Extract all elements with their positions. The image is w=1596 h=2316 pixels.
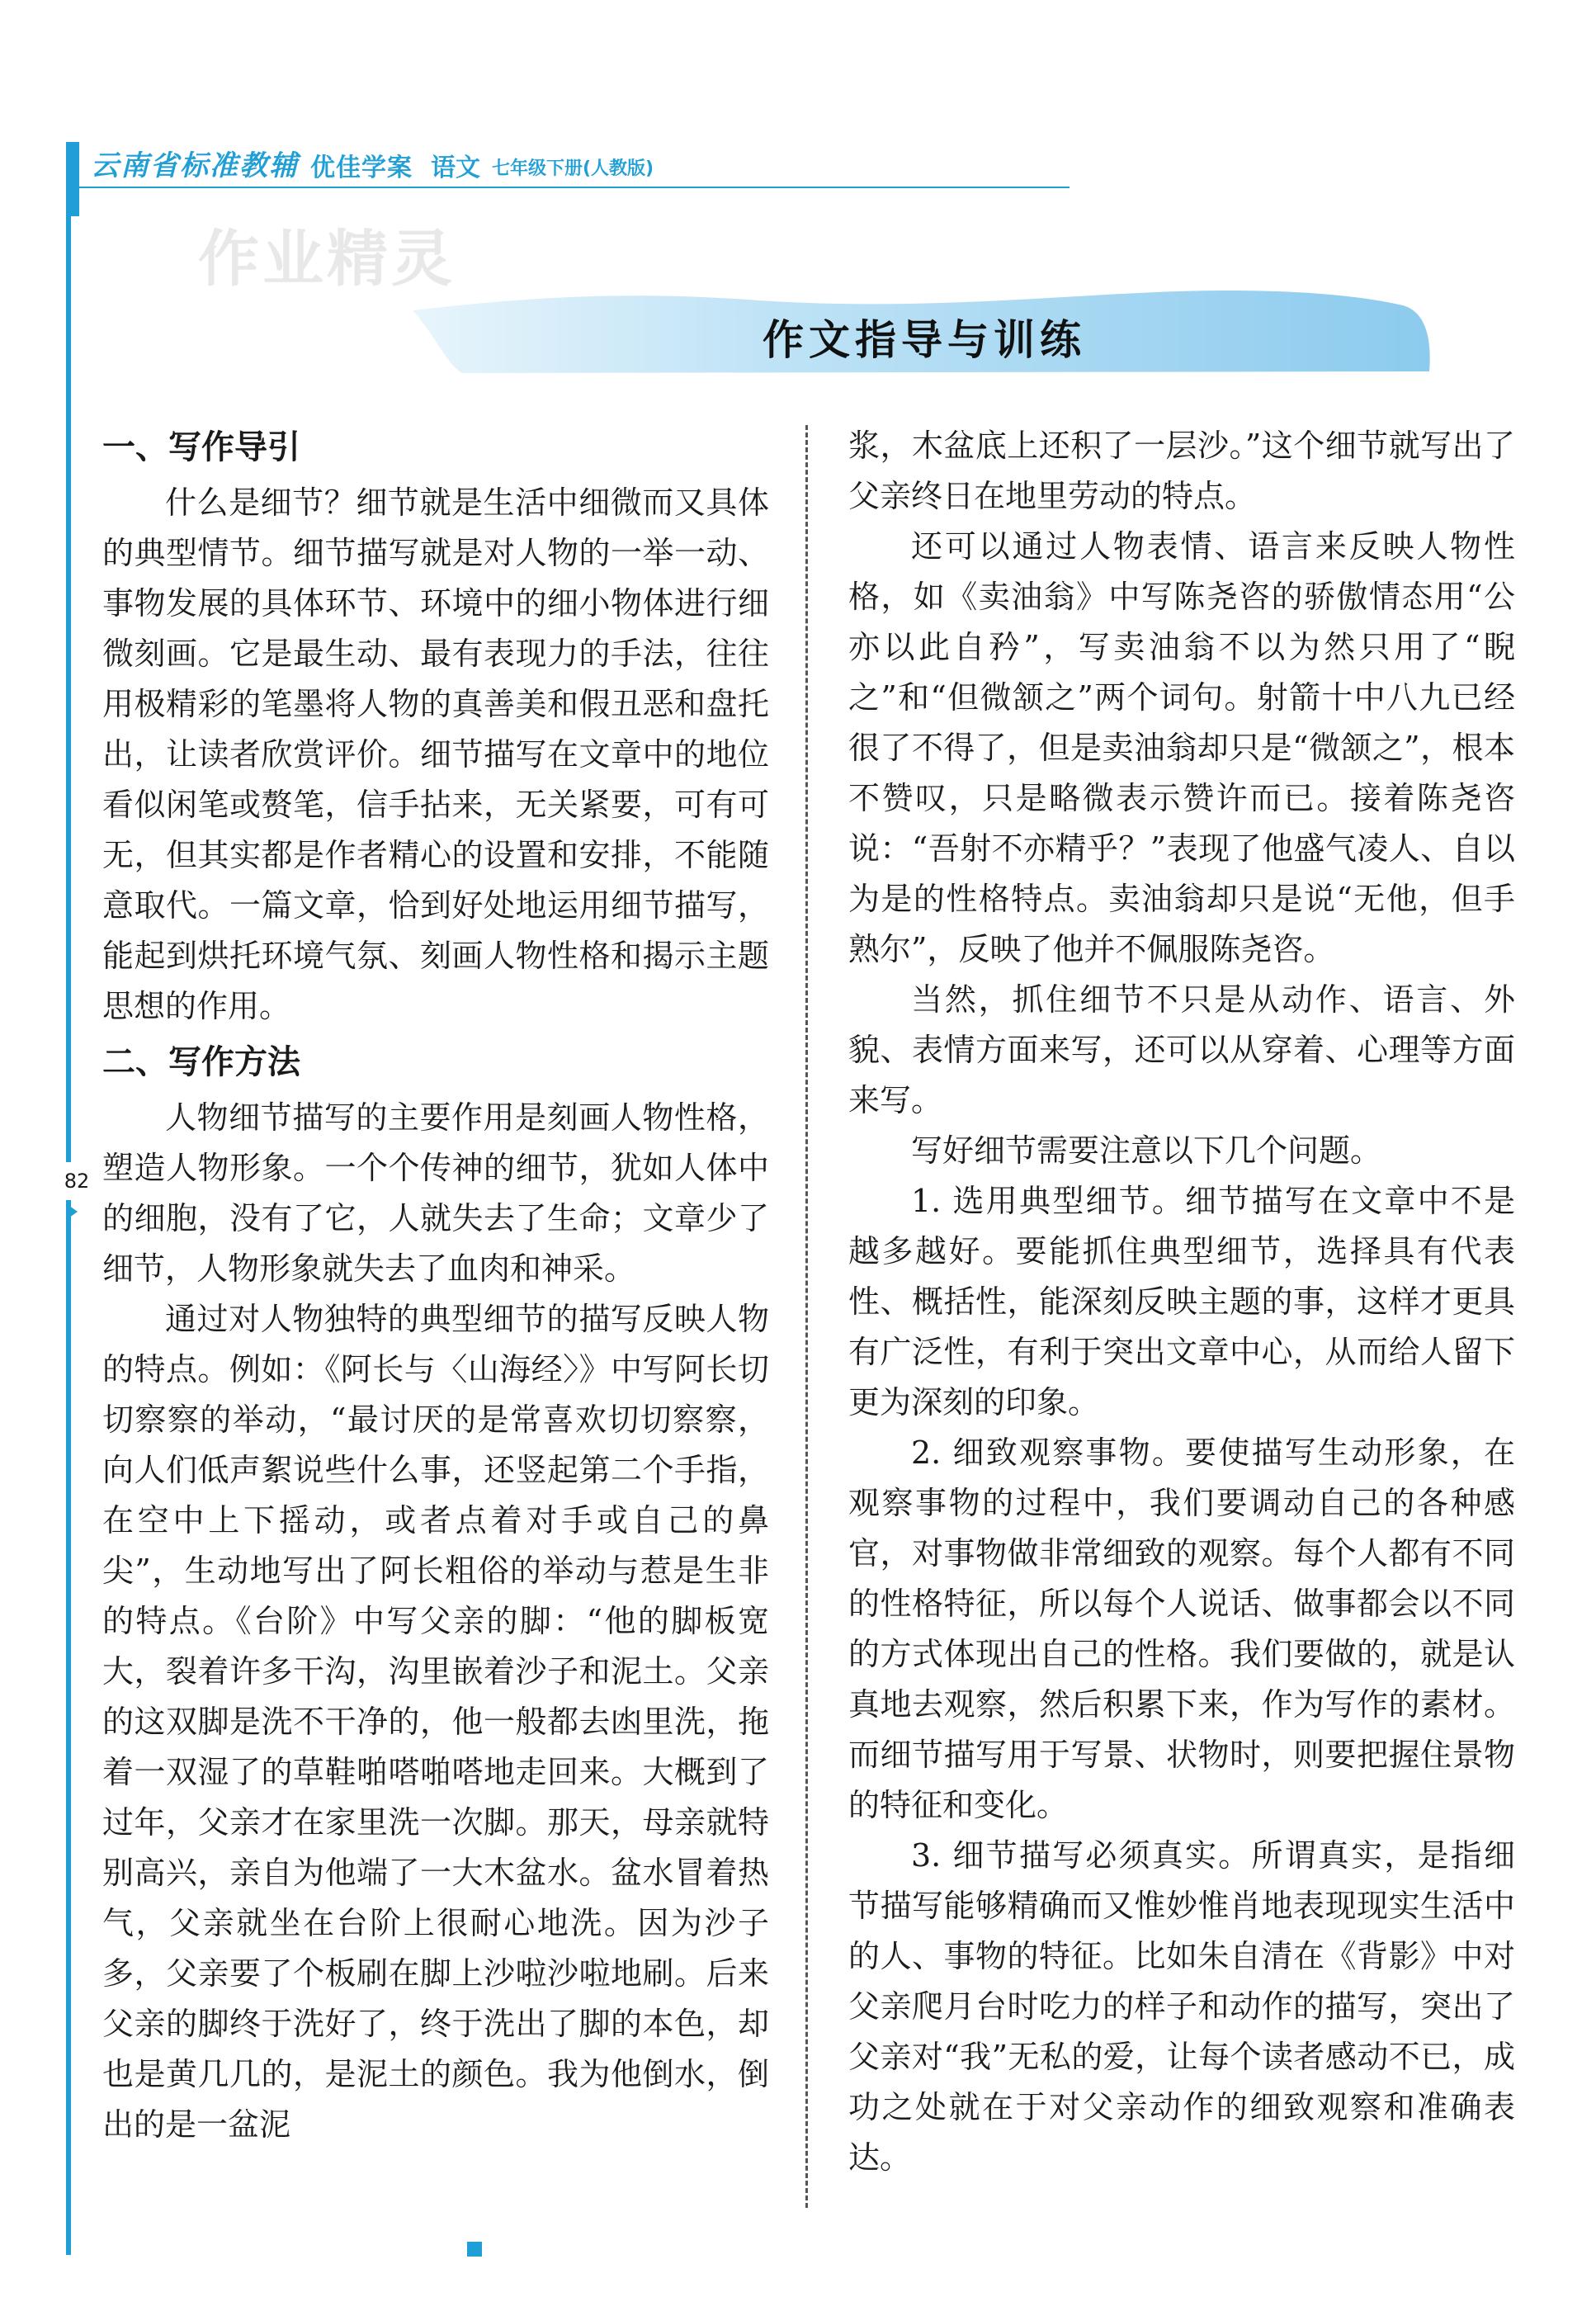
paragraph: 当然，抓住细节不只是从动作、语言、外貌、表情方面来写，还可以从穿着、心理等方面来写。: [848, 981, 1515, 1118]
paragraph-continued: 浆，木盆底上还积了一层沙。”这个细节就写出了父亲终日在地里劳动的特点。: [848, 428, 1515, 514]
watermark-logo: 作业精灵: [198, 224, 456, 295]
left-column: [102, 417, 769, 2150]
paragraph: 人物细节描写的主要作用是刻画人物性格，塑造人物形象。一个个传神的细节，犹如人体中的细胞，没有了它，人就失去了生命；文章少了细节，人物形象就失去了血肉和神采。: [102, 1099, 769, 1287]
list-item: 3. 细节描写必须真实。所谓真实，是指细节描写能够精确而又惟妙惟肖地表现现实生活中的人、事物的特征。比如朱自清在《背影》中对父亲爬月台时吃力的样子和动作的描写，突出了父亲对“我”无私的爱，让每个读者感动不已，成功之处就在于对父亲动作的细致观察和准确表达。: [848, 1837, 1515, 2176]
section-heading-method: 二、写作方法: [102, 1043, 300, 1081]
right-column: [848, 421, 1515, 2183]
section-heading-guide: 一、写作导引: [102, 428, 300, 466]
running-header: [91, 142, 654, 183]
column-divider: [805, 425, 808, 2208]
banner-title: 作文指导与训练: [763, 316, 1086, 364]
page-number: 82: [59, 1162, 94, 1200]
paragraph: 还可以通过人物表情、语言来反映人物性格，如《卖油翁》中写陈尧咨的骄傲情态用“公亦以此自矜”，写卖油翁不以为然只用了“睨之”和“但微颔之”两个词句。射箭十中八九已经很了不得了，但是卖油翁却只是“微颔之”，根本不赞叹，只是略微表示赞许而已。接着陈尧咨说：“吾射不亦精乎？”表现了他盛气凌人、自以为是的性格特点。卖油翁却只是说“无他，但手熟尔”，反映了他并不佩服陈尧咨。: [848, 528, 1515, 967]
header-rule: [71, 187, 1070, 188]
paragraph: 什么是细节？细节就是生活中细微而又具体的典型情节。细节描写就是对人物的一举一动、事物发展的具体环节、环境中的细小物体进行细微刻画。它是最生动、最有表现力的手法，往往用极精彩的笔墨将人物的真善美和假丑恶和盘托出，让读者欣赏评价。细节描写在文章中的地位看似闲笔或赘笔，信手拈来，无关紧要，可有可无，但其实都是作者精心的设置和安排，不能随意取代。一篇文章，恰到好处地运用细节描写，能起到烘托环境气氛、刻画人物性格和揭示主题思想的作用。: [102, 484, 769, 1024]
section-banner: [413, 272, 1436, 380]
header-grade: 七年级下册(人教版): [492, 158, 654, 179]
header-subject: 语文: [431, 154, 480, 182]
paragraph: 通过对人物独特的典型细节的描写反映人物的特点。例如：《阿长与〈山海经〉》中写阿长切切察察的举动，“最讨厌的是常喜欢切切察察，向人们低声絮说些什么事，还竖起第二个手指，在空中上下摇动，或者点着对手或自己的鼻尖”，生动地写出了阿长粗俗的举动与惹是生非的特点。《台阶》中写父亲的脚：“他的脚板宽大，裂着许多干沟，沟里嵌着沙子和泥土。父亲的这双脚是洗不干净的，他一般都去凼里洗，拖着一双湿了的草鞋啪嗒啪嗒地走回来。大概到了过年，父亲才在家里洗一次脚。那天，母亲就特别高兴，亲自为他端了一大木盆水。盆水冒着热气，父亲就坐在台阶上很耐心地洗。因为沙子多，父亲要了个板刷在脚上沙啦沙啦地刷。后来父亲的脚终于洗好了，终于洗出了脚的本色，却也是黄几几的，是泥土的颜色。我为他倒水，倒出的是一盆泥: [102, 1301, 769, 2143]
sidebar-top-block: [66, 142, 79, 216]
header-series: 云南省标准教辅: [91, 149, 299, 182]
list-item: 1. 选用典型细节。细节描写在文章中不是越多越好。要能抓住典型细节，选择具有代表性、概括性，能深刻反映主题的事，这样才更具有广泛性，有利于突出文章中心，从而给人留下更为深刻的印象。: [848, 1183, 1515, 1420]
header-book: 优佳学案: [310, 154, 413, 182]
list-item: 2. 细致观察事物。要使描写生动形象，在观察事物的过程中，我们要调动自己的各种感官，对事物做非常细致的观察。每个人都有不同的性格特征，所以每个人说话、做事都会以不同的方式体现出自己的性格。我们要做的，就是认真地去观察，然后积累下来，作为写作的素材。而细节描写用于写景、状物时，则要把握住景物的特征和变化。: [848, 1435, 1515, 1823]
paragraph: 写好细节需要注意以下几个问题。: [911, 1132, 1382, 1169]
footer-square-marker: [467, 2242, 482, 2257]
page-number-tick: [66, 1203, 78, 1220]
